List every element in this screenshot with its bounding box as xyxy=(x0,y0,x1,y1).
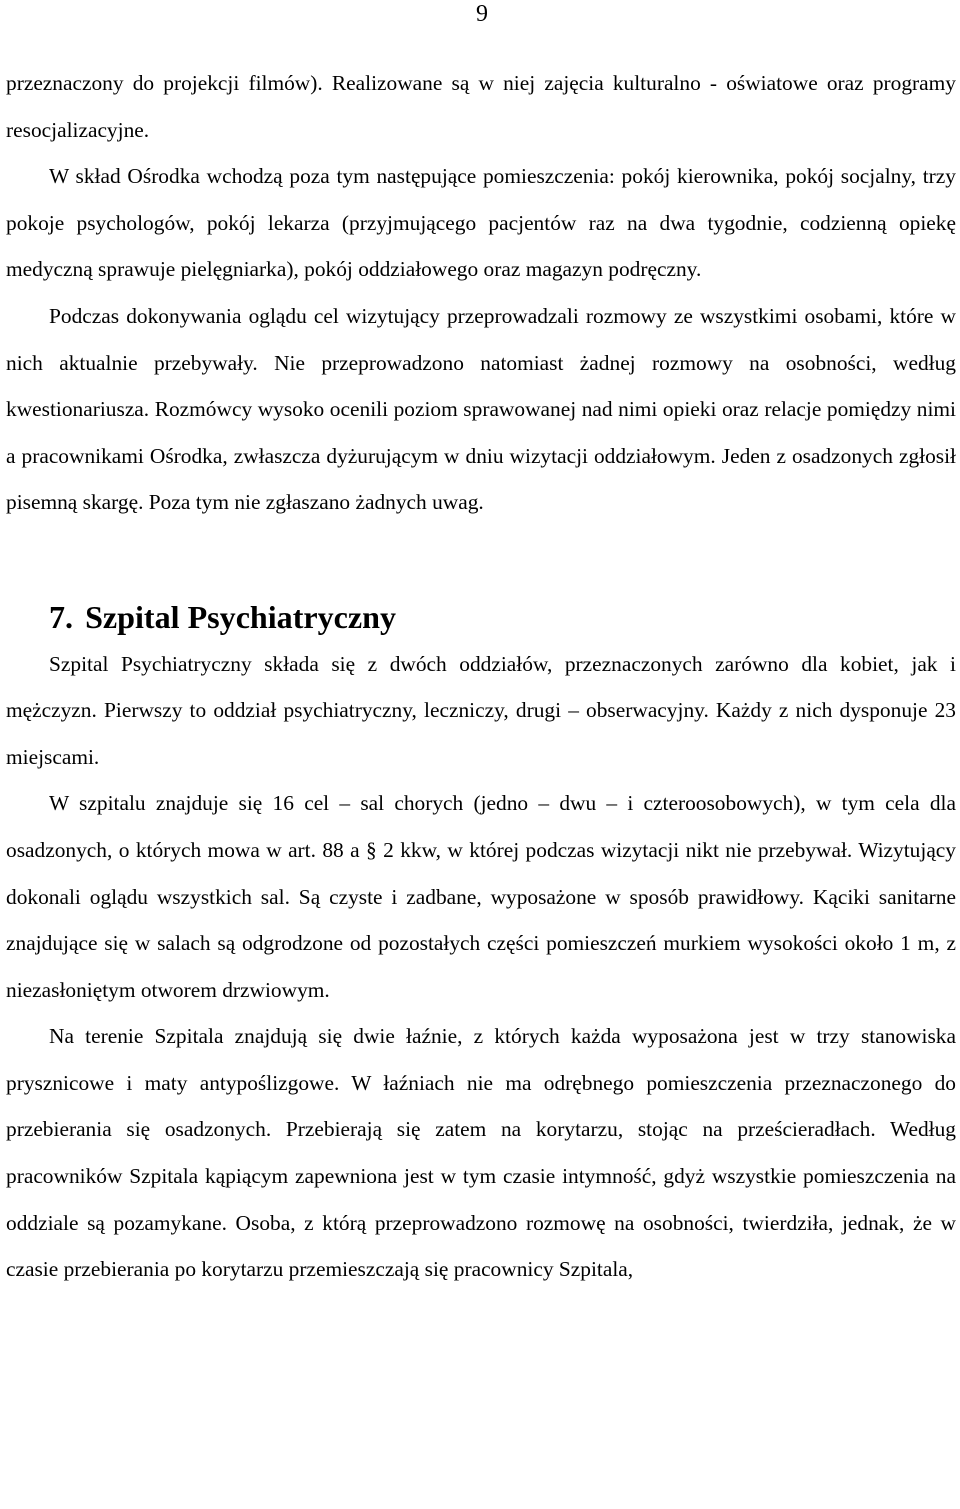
section-heading xyxy=(6,594,956,641)
section-title: Szpital Psychiatryczny xyxy=(85,598,397,635)
paragraph: Podczas dokonywania oglądu cel wizytujący przeprowadzali rozmowy ze wszystkimi osobami, które w nich aktualnie przebywały. Nie przeprowadzono natomiast żadnej rozmowy na osobności, według kwestionariusza. Rozmówcy wysoko ocenili poziom sprawowanej nad nimi opieki oraz relacje pomiędzy nimi a pracownikami Ośrodka, zwłaszcza dyżurującym w dniu wizytacji oddziałowym. Jeden z osadzonych zgłosił pisemną skargę. Poza tym nie zgłaszano żadnych uwag. xyxy=(6,303,956,515)
section-number: 7. xyxy=(49,598,74,635)
page-number: 9 xyxy=(476,1,488,27)
paragraph: W skład Ośrodka wchodzą poza tym następujące pomieszczenia: pokój kierownika, pokój socjalny, trzy pokoje psychologów, pokój lekarza (przyjmującego pacjentów raz na dwa tygodnie, codzienną opiekę medyczną sprawuje pielęgniarka), pokój oddziałowego oraz magazyn podręczny. xyxy=(6,164,956,282)
paragraph: Szpital Psychiatryczny składa się z dwóch oddziałów, przeznaczonych zarówno dla kobiet, jak i mężczyzn. Pierwszy to oddział psychiatryczny, leczniczy, drugi – obserwacyjny. Każdy z nich dysponuje 23 miejscami. xyxy=(6,651,956,769)
paragraph: przeznaczony do projekcji filmów). Realizowane są w niej zajęcia kulturalno - oświatowe oraz programy resocjalizacyjne. xyxy=(6,71,956,142)
section-spacer xyxy=(6,526,956,594)
document-body xyxy=(6,60,956,1293)
paragraph: Na terenie Szpitala znajdują się dwie łaźnie, z których każda wyposażona jest w trzy stanowiska prysznicowe i maty antypoślizgowe. W łaźniach nie ma odrębnego pomieszczenia przeznaczonego do przebierania się osadzonych. Przebierają się zatem na korytarzu, stojąc na prześcieradłach. Według pracowników Szpitala kąpiącym zapewniona jest w tym czasie intymność, gdyż wszystkie pomieszczenia na oddziale są pozamykane. Osoba, z którą przeprowadzono rozmowę na osobności, twierdziła, jednak, że w czasie przebierania po korytarzu przemieszczają się pracownicy Szpitala, xyxy=(6,1024,956,1282)
paragraph: W szpitalu znajduje się 16 cel – sal chorych (jedno – dwu – i czteroosobowych), w tym cela dla osadzonych, o których mowa w art. 88 a § 2 kkw, w której podczas wizytacji nikt nie przebywał. Wizytujący dokonali oglądu wszystkich sal. Są czyste i zadbane, wyposażone w sposób prawidłowy. Kąciki sanitarne znajdujące się w salach są odgrodzone od pozostałych części pomieszczeń murkiem wysokości około 1 m, z niezasłoniętym otworem drzwiowym. xyxy=(6,791,956,1002)
